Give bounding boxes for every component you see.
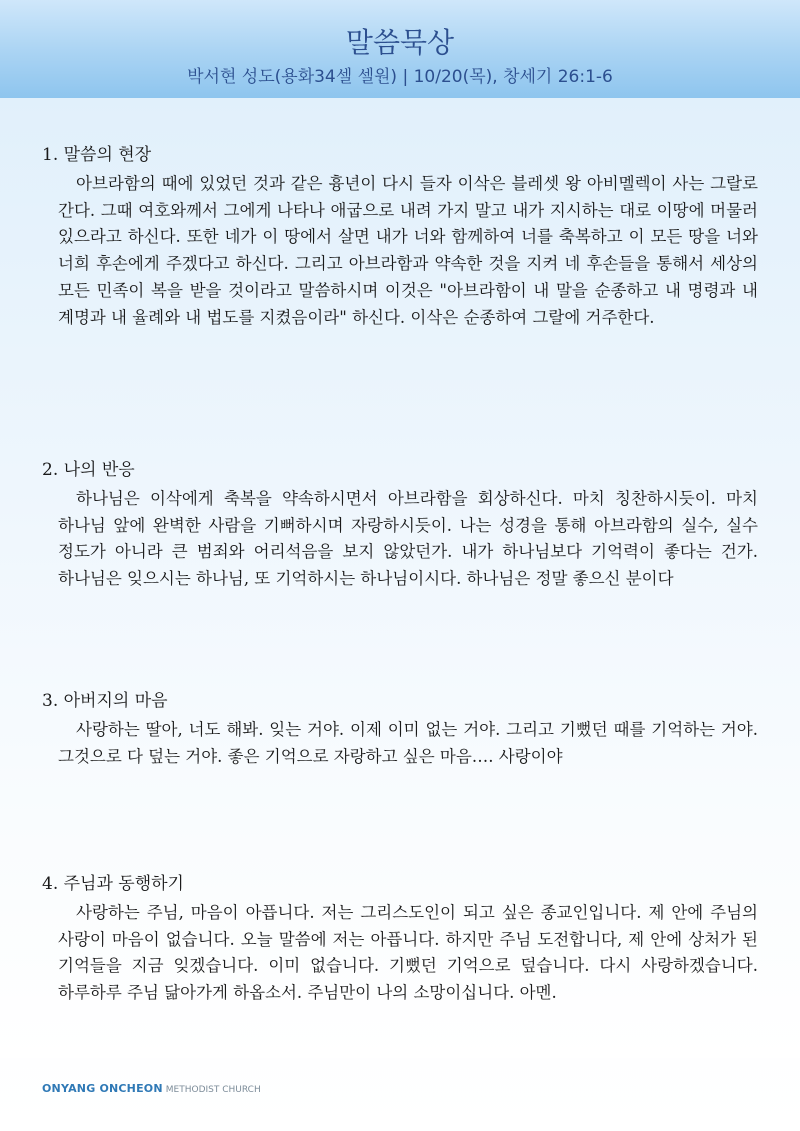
section-heading: 1. 말씀의 현장 [42,145,152,165]
section-heading: 2. 나의 반응 [42,460,135,480]
church-footer [42,1077,261,1096]
section-body: 아브라함의 때에 있었던 것과 같은 흉년이 다시 들자 이삭은 블레셋 왕 아비멜렉이 사는 그랄로 간다. 그때 여호와께서 그에게 나타나 애굽으로 내려 가지 말고 내가 지시하는 대로 이땅에 머물러 있으라고 하신다. 또한 네가 이 땅에서 살면 내가 너와 함께하여 너를 축복하고 이 모든 땅을 너와 너희 후손에게 주겠다고 하신다. 그리고 아브라함과 약속한 것을 지켜 네 후손들을 통해서 세상의 모든 민족이 복을 받을 것이라고 말씀하시며 이것은 "아브라함이 내 말을 순종하고 내 명령과 내 계명과 내 율례와 내 법도를 지켰음이라" 하신다. 이삭은 순종하여 그랄에 거주한다. [58,174,758,327]
section-walk-with-lord [42,872,758,1007]
section-body: 하나님은 이삭에게 축복을 약속하시면서 아브라함을 회상하신다. 마치 칭찬하시듯이. 마치 하나님 앞에 완벽한 사람을 기뻐하시며 자랑하시듯이. 나는 성경을 통해 아브라함의 실수, 실수 정도가 아니라 큰 범죄와 어리석음을 보지 않았던가. 내가 하나님보다 기억력이 좋다는 건가. 하나님은 잊으시는 하나님, 또 기억하시는 하나님이시다. 하나님은 정말 좋으신 분이다 [58,489,758,589]
section-fathers-heart [42,689,758,770]
page-subtitle: 박서현 성도(용화34셀 셀원) | 10/20(목), 창세기 26:1-6 [187,67,613,87]
section-word-scene [42,143,758,331]
church-name: ONYANG ONCHEON [42,1082,163,1095]
section-my-response [42,458,758,593]
page-title: 말씀묵상 [345,26,455,59]
section-heading: 3. 아버지의 마음 [42,691,168,711]
header-band [0,0,800,98]
church-subtitle: METHODIST CHURCH [165,1085,261,1095]
section-body: 사랑하는 주님, 마음이 아픕니다. 저는 그리스도인이 되고 싶은 종교인입니다. 제 안에 주님의 사랑이 마음이 없습니다. 오늘 말씀에 저는 아픕니다. 하지만 주님 도전합니다, 제 안에 상처가 된 기억들을 지금 잊겠습니다. 이미 없습니다. 기뻤던 기억으로 덮습니다. 다시 사랑하겠습니다. 하루하루 주님 닮아가게 하옵소서. 주님만이 나의 소망이십니다. 아멘. [58,903,758,1003]
section-heading: 4. 주님과 동행하기 [42,874,184,894]
section-body: 사랑하는 딸아, 너도 해봐. 잊는 거야. 이제 이미 없는 거야. 그리고 기뻤던 때를 기억하는 거야. 그것으로 다 덮는 거야. 좋은 기억으로 자랑하고 싶은 마음…. 사랑이야 [58,720,758,766]
